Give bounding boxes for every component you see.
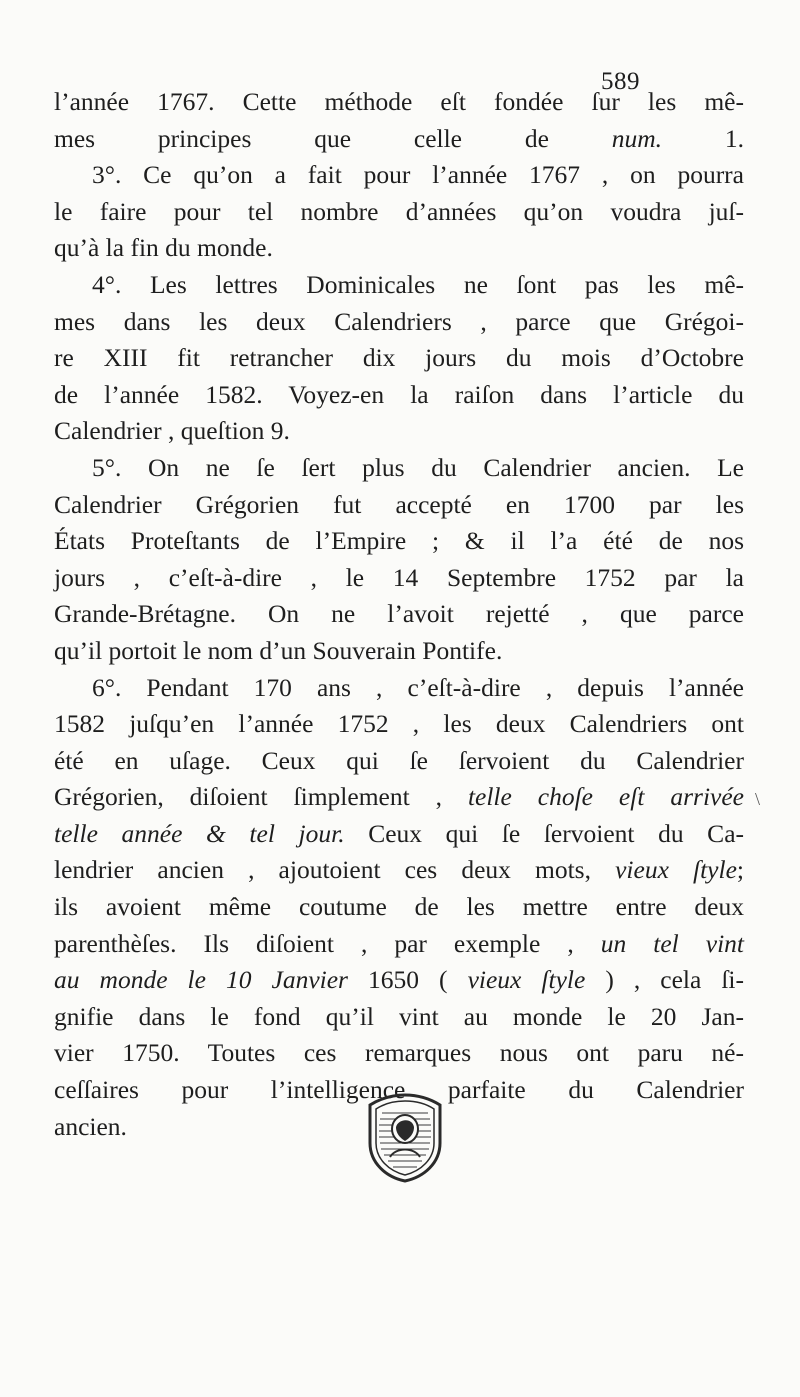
text-line: Grande-Brétagne. On ne l’avoit rejetté , que parce	[54, 599, 744, 629]
text-line: mes dans les deux Calendriers , parce que Grégoi-	[54, 306, 744, 336]
text-line: l’année 1767. Cette méthode eſt fondée ſur les mê-	[54, 87, 744, 116]
text-line: jours , c’eſt-à-dire , le 14 Septembre 1752 par la	[54, 562, 744, 592]
text-line: été en uſage. Ceux qui ſe ſervoient du Calendrier	[54, 745, 744, 775]
text-line: telle année & tel jour. Ceux qui ſe ſervoient du Ca-	[54, 818, 745, 848]
text-line: ils avoient même coutume de les mettre entre deux	[54, 892, 744, 922]
text-line: au monde le 10 Janvier 1650 ( vieux ſtyle ) , cela ſi-	[54, 965, 744, 995]
margin-mark: \	[755, 789, 761, 809]
text-line: qu’à la fin du monde.	[54, 233, 273, 263]
text-line: de l’année 1582. Voyez-en la raiſon dans l’article du	[54, 379, 744, 409]
body-text	[54, 84, 744, 1145]
text-line: ceſſaires pour l’intelligence parfaite du Calendrier	[54, 1075, 744, 1105]
library-stamp-icon	[360, 1091, 450, 1185]
text-line: mes principes que celle de num. 1.	[54, 123, 745, 153]
text-line: 4°. Les lettres Dominicales ne ſont pas les mê-	[92, 269, 744, 299]
text-line: États Proteſtants de l’Empire ; & il l’a été de nos	[54, 526, 744, 556]
text-line: 3°. Ce qu’on a fait pour l’année 1767 , on pourra	[92, 160, 744, 190]
text-line: lendrier ancien , ajoutoient ces deux mots, vieux ſtyle;	[54, 855, 744, 885]
text-line: Calendrier , queſtion 9.	[54, 416, 290, 446]
text-line: qu’il portoit le nom d’un Souverain Pontife.	[54, 635, 503, 665]
text-line: 5°. On ne ſe ſert plus du Calendrier ancien. Le	[92, 452, 744, 482]
page-number: 589	[601, 68, 640, 95]
text-line: parenthèſes. Ils diſoient , par exemple , un tel vint	[54, 928, 744, 958]
text-line: 6°. Pendant 170 ans , c’eſt-à-dire , depuis l’année	[92, 672, 744, 702]
text-line: 1582 juſqu’en l’année 1752 , les deux Calendriers ont	[54, 709, 744, 739]
text-line: le faire pour tel nombre d’années qu’on voudra juſ-	[54, 196, 744, 226]
text-line: ancien.	[54, 1111, 127, 1141]
text-line: re XIII fit retrancher dix jours du mois d’Octobre	[54, 343, 744, 373]
text-line: vier 1750. Toutes ces remarques nous ont paru né-	[54, 1038, 744, 1068]
text-line: Calendrier Grégorien fut accepté en 1700 par les	[54, 489, 744, 519]
text-line: gnifie dans le fond qu’il vint au monde le 20 Jan-	[54, 1001, 744, 1031]
text-line: Grégorien, diſoient ſimplement , telle choſe eſt arrivée	[54, 782, 744, 812]
